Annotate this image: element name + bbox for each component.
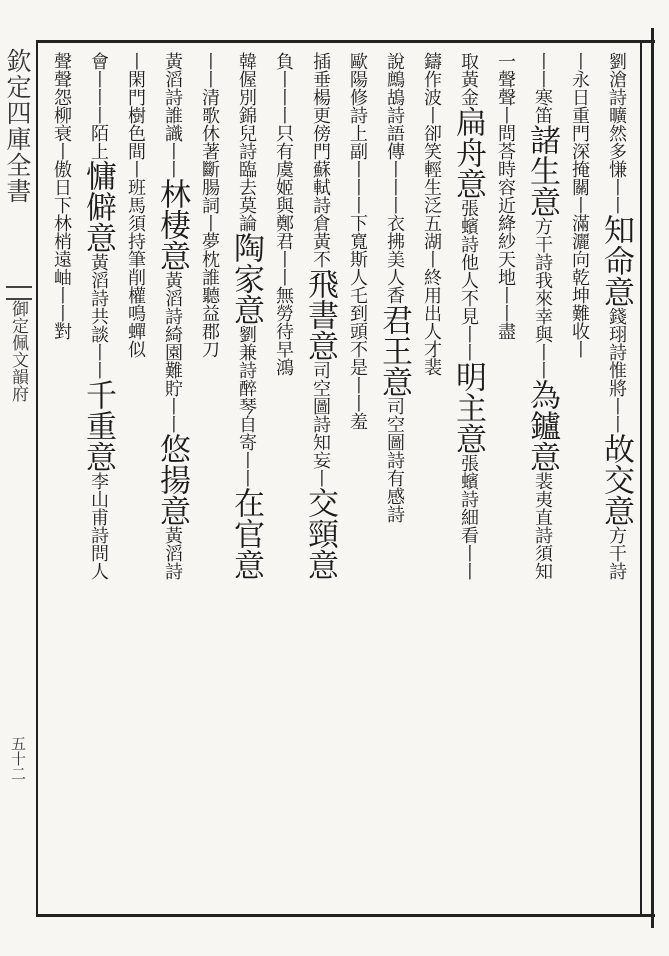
entry-note: 方干詩我來幸與丨丨 bbox=[532, 217, 553, 379]
bottom-border-rule bbox=[36, 914, 655, 917]
text-column bbox=[374, 52, 414, 912]
entry-note: 鳴蟬似 bbox=[125, 304, 146, 358]
entry-note: 取黃金 bbox=[458, 52, 479, 106]
entry-heading: 明主意 bbox=[450, 361, 486, 454]
text-column bbox=[226, 52, 266, 912]
left-border-rule bbox=[36, 40, 38, 917]
entry-heading: 千重意 bbox=[80, 379, 116, 472]
text-column bbox=[522, 52, 562, 912]
entry-heading: 君王意 bbox=[376, 304, 412, 397]
entry-note: 丨傲日下林梢 bbox=[51, 142, 72, 250]
entry-note: 歐陽修詩上副丨丨丨下寬斯人乇 bbox=[347, 52, 368, 304]
entry-heading: 交頸意 bbox=[302, 487, 338, 580]
entry-note: 丨丨清歌休著斷腸詞 bbox=[199, 52, 220, 214]
entry-note: 丨終用出人才裴 bbox=[421, 250, 442, 376]
text-column bbox=[300, 52, 340, 912]
entry-note: 劉滄詩曠然多慊丨丨 bbox=[606, 52, 627, 214]
entry-heading: 在官意 bbox=[228, 487, 264, 580]
text-column bbox=[448, 52, 488, 912]
right-border-rule bbox=[640, 40, 642, 917]
entry-note: 張蠙詩他人不見丨丨 bbox=[458, 199, 479, 361]
margin-book-title: 欽定四庫全書 bbox=[3, 48, 32, 204]
entry-note: 司空圖詩知妄 bbox=[310, 361, 331, 469]
top-border-rule bbox=[36, 40, 655, 43]
text-column bbox=[152, 52, 192, 912]
margin-page-number: 五十二 bbox=[9, 736, 27, 781]
entry-note: 丨問荅時容近絳紗 bbox=[495, 106, 516, 250]
entry-note: 丨滿灑向乾坤 bbox=[569, 196, 590, 304]
entry-note: 難收丨 bbox=[569, 304, 590, 358]
text-column bbox=[189, 52, 229, 912]
entry-heading: 林棲意 bbox=[154, 178, 190, 271]
text-column bbox=[115, 52, 155, 912]
entry-note: 到頭不是丨丨羞 bbox=[347, 304, 368, 430]
entry-note: 丨卻笑輕生泛五湖 bbox=[421, 106, 442, 250]
text-column bbox=[559, 52, 599, 912]
entry-note: 丨丨寒笛 bbox=[532, 52, 553, 124]
entry-note: 黃滔詩 bbox=[162, 526, 183, 580]
entry-heading: 慵僻意 bbox=[80, 160, 116, 253]
entry-heading: 扁舟意 bbox=[450, 106, 486, 199]
entry-note: 黃滔詩誰識丨丨 bbox=[162, 52, 183, 178]
entry-note: 方干詩 bbox=[606, 526, 627, 580]
entry-note: 鑄作波 bbox=[421, 52, 442, 106]
outer-right-border-rule bbox=[651, 28, 654, 928]
entry-heading: 陶家意 bbox=[228, 232, 264, 325]
entry-note: 丨 bbox=[310, 469, 331, 487]
entry-note: 遠岫丨丨對 bbox=[51, 250, 72, 340]
entry-note: 黃滔詩共談丨丨 bbox=[88, 253, 109, 379]
entry-note: 丨丨無勞待早鴻 bbox=[273, 250, 294, 376]
entry-note: 會丨丨丨陌上 bbox=[88, 52, 109, 160]
text-column bbox=[337, 52, 377, 912]
margin-section-title: 御定佩文韻府 bbox=[8, 300, 28, 402]
text-column bbox=[411, 52, 451, 912]
entry-heading: 知命意 bbox=[598, 214, 634, 307]
entry-note: 裴夷直詩須知 bbox=[532, 472, 553, 580]
entry-heading: 諸生意 bbox=[524, 124, 560, 217]
entry-note: 插垂楊更傍門蘇軾詩倉黃不 bbox=[310, 52, 331, 268]
entry-note: 負丨丨丨只有虞姬與鄭君 bbox=[273, 52, 294, 250]
entry-note: 丨班馬須持筆削權 bbox=[125, 160, 146, 304]
text-column bbox=[485, 52, 525, 912]
text-column bbox=[263, 52, 303, 912]
entry-note: 司空圖詩有感詩 bbox=[384, 397, 405, 523]
entry-note: 張蠙詩細看丨丨 bbox=[458, 454, 479, 580]
entry-note: 聲聲怨柳衰 bbox=[51, 52, 72, 142]
entry-heading: 飛書意 bbox=[302, 268, 338, 361]
entry-note: 丨夢枕誰聽益郡刀 bbox=[199, 214, 220, 358]
entry-note: 李山甫詩問人 bbox=[88, 472, 109, 580]
entry-note: 黃滔詩綺園難貯丨丨 bbox=[162, 271, 183, 433]
entry-note: 一聲聲 bbox=[495, 52, 516, 106]
entry-note: 劉兼詩醉琴自寄丨丨 bbox=[236, 325, 257, 487]
entry-note: 丨閑門樹色間 bbox=[125, 52, 146, 160]
margin-fishtail-mark bbox=[6, 286, 32, 300]
entry-heading: 為鑪意 bbox=[524, 379, 560, 472]
text-column bbox=[78, 52, 118, 912]
entry-note: 說鷓鴣詩語傳丨丨丨衣拂美人香 bbox=[384, 52, 405, 304]
entry-note: 天地丨丨盡 bbox=[495, 250, 516, 340]
entry-note: 錢珝詩惟將丨丨 bbox=[606, 307, 627, 433]
text-column bbox=[41, 52, 81, 912]
entry-note: 韓偓別錦兒詩臨去莫論 bbox=[236, 52, 257, 232]
text-column bbox=[596, 52, 636, 912]
entry-heading: 悠揚意 bbox=[154, 433, 190, 526]
entry-heading: 故交意 bbox=[598, 433, 634, 526]
entry-note: 丨永日重門深掩關 bbox=[569, 52, 590, 196]
